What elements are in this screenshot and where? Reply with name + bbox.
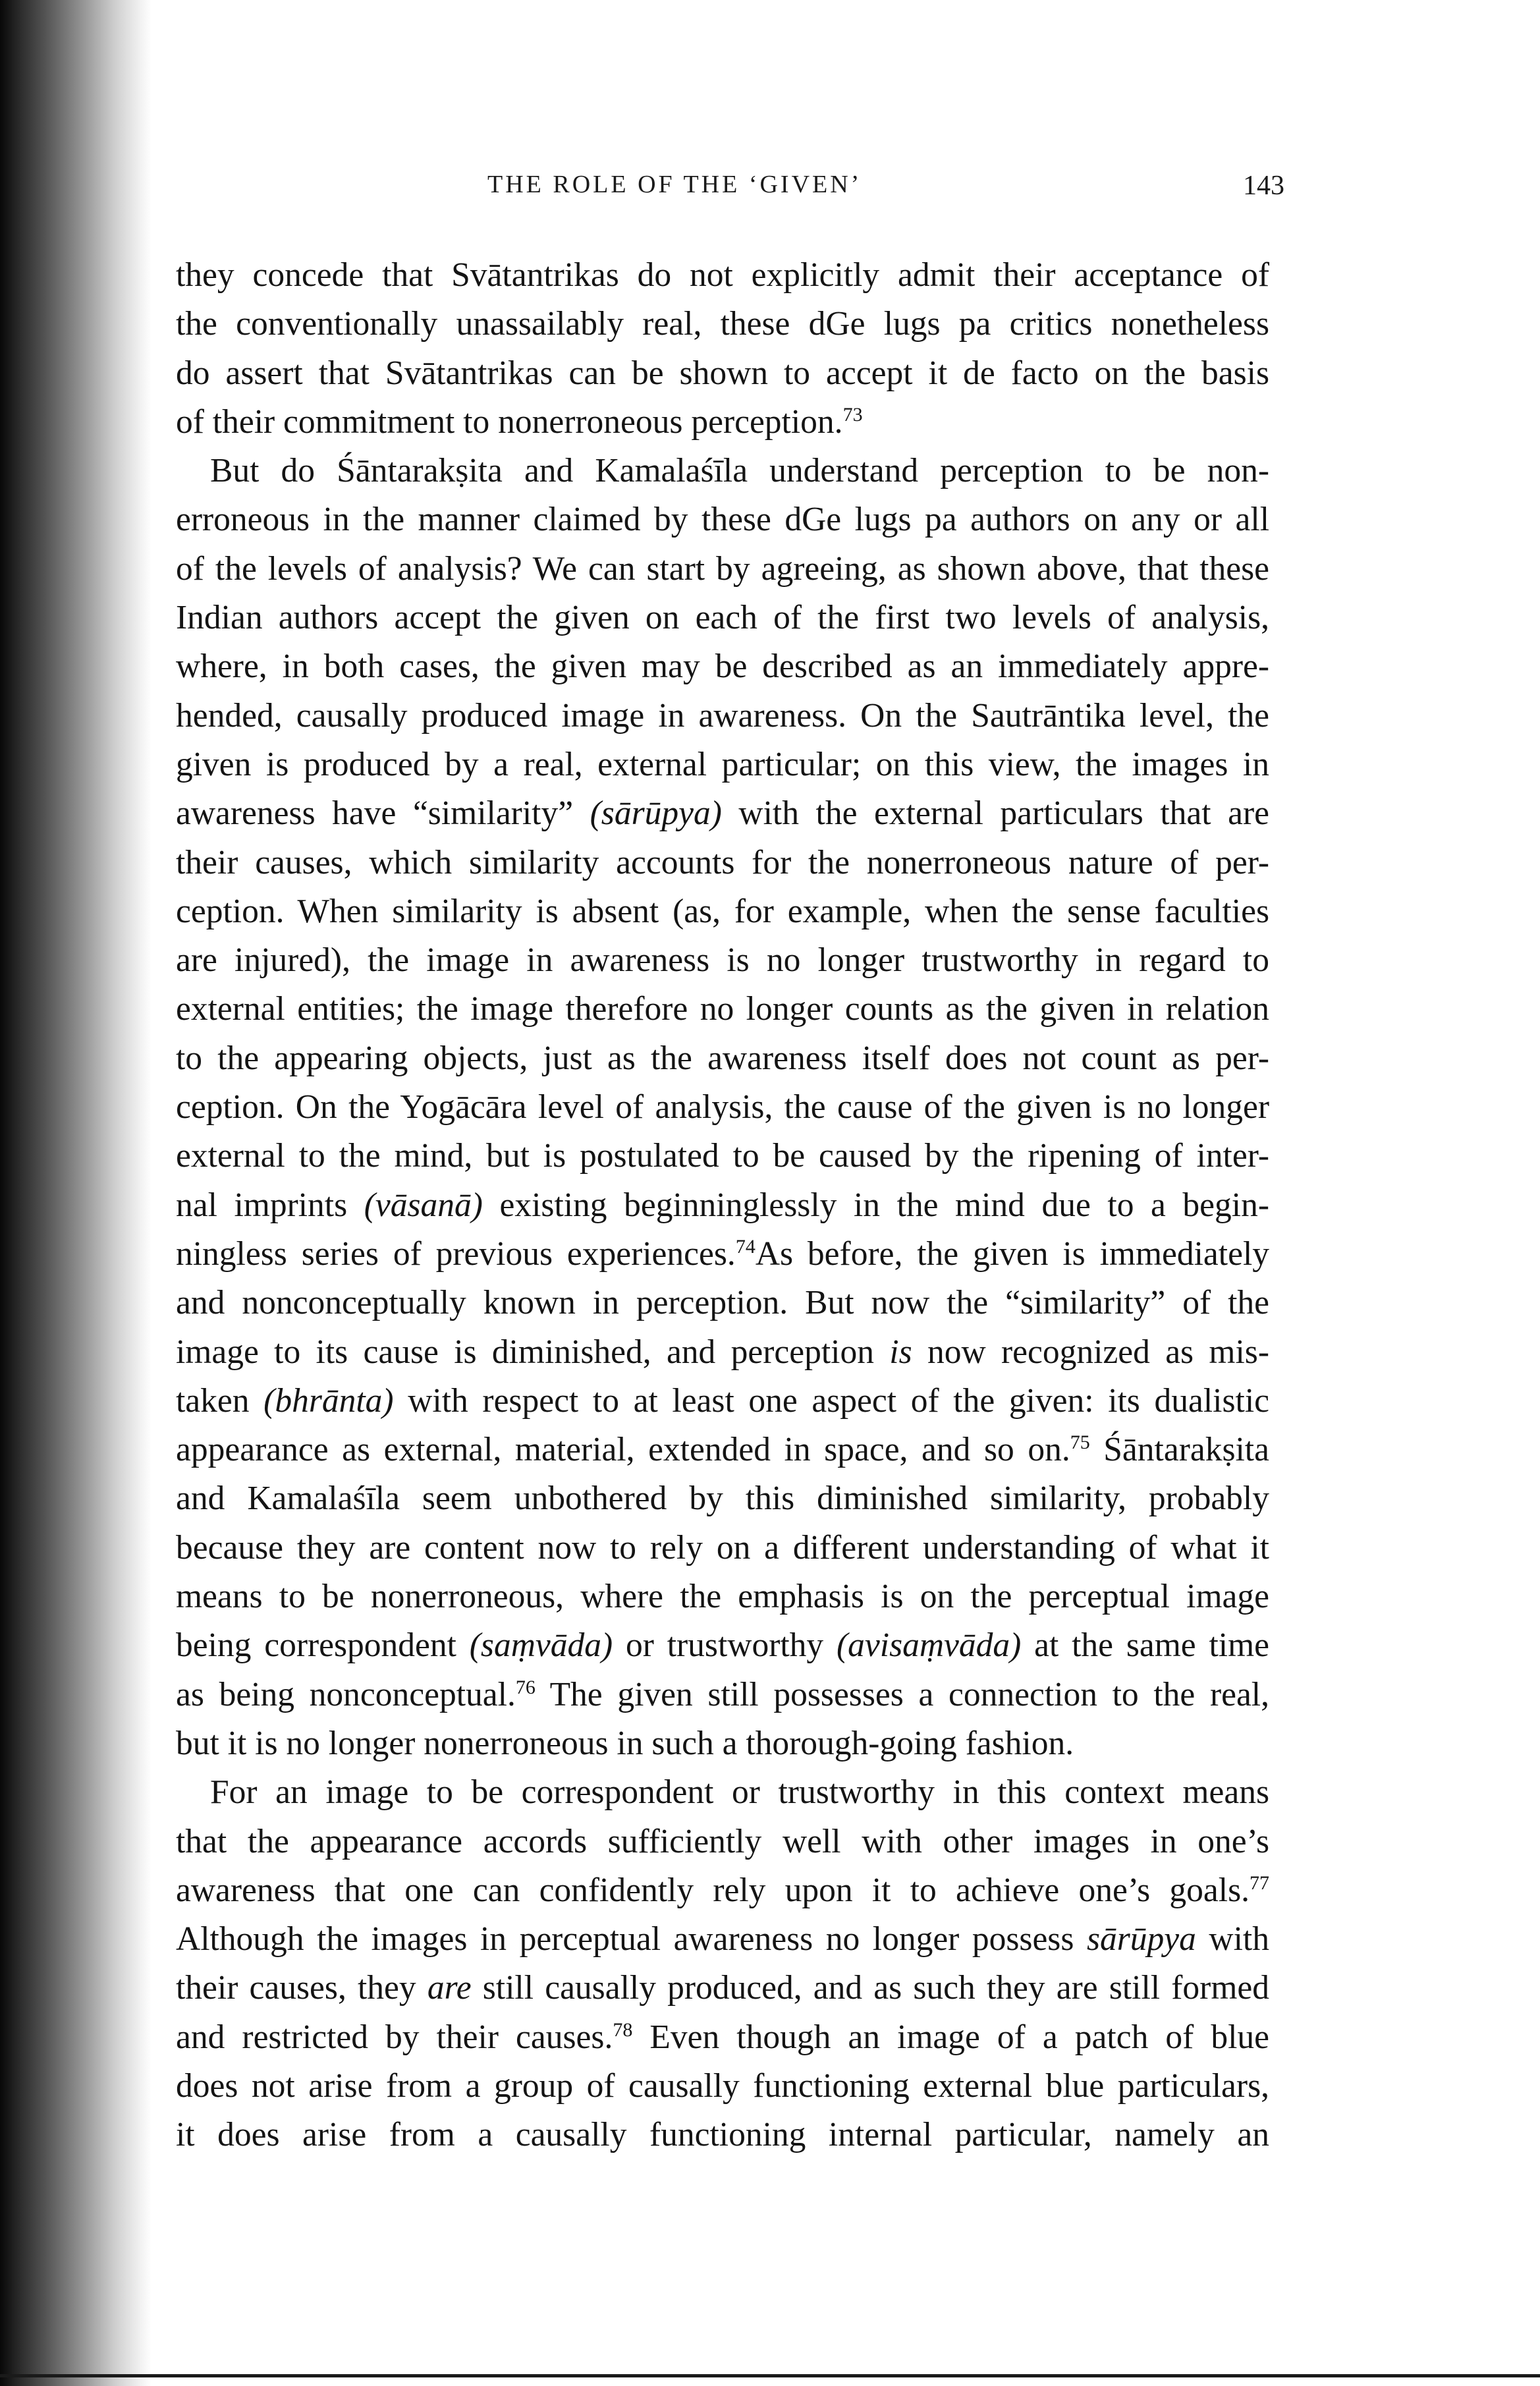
text-line: hended, causally produced image in awareness. On the Sautrāntika level, the <box>176 696 1269 735</box>
text-line: are injured), the image in awareness is no longer trustworthy in regard to <box>176 941 1269 980</box>
text-line: Although the images in perceptual awareness no longer possess sārūpya with <box>176 1920 1269 1958</box>
text-line: ningless series of previous experiences.$^{74}$As before, the given is immediately <box>176 1235 1269 1273</box>
text-line: appearance as external, material, extended in space, and so on.$^{75}$ Śāntarakṣita <box>176 1431 1269 1469</box>
text-line: but it is no longer nonerroneous in such a thorough-going fashion. <box>176 1724 1074 1762</box>
text-line: their causes, which similarity accounts for the nonerroneous nature of per- <box>176 843 1269 881</box>
text-line: that the appearance accords sufficiently well with other images in one’s <box>176 1822 1269 1860</box>
text-line: and nonconceptually known in perception. But now the “similarity” of the <box>176 1284 1269 1322</box>
text-line: For an image to be correspondent or trustworthy in this context means <box>210 1773 1269 1812</box>
footnote-ref: 78 <box>613 2018 633 2041</box>
book-gutter-shadow <box>0 0 151 2386</box>
text-line: as being nonconceptual.$^{76}$ The given still possesses a connection to the real, <box>176 1675 1269 1713</box>
text-line: external to the mind, but is postulated to be caused by the ripening of inter- <box>176 1137 1269 1175</box>
text-line: they concede that Svātantrikas do not explicitly admit their acceptance of <box>176 256 1269 294</box>
body-text <box>176 251 1269 2160</box>
text-line: Indian authors accept the given on each of the first two levels of analysis, <box>176 599 1269 637</box>
page-number: 143 <box>1243 171 1284 201</box>
page-header <box>487 170 1284 209</box>
text-line: of their commitment to nonerroneous perception.$^{73}$ <box>176 402 863 441</box>
text-line: means to be nonerroneous, where the emphasis is on the perceptual image <box>176 1578 1269 1616</box>
text-line: of the levels of analysis? We can start by agreeing, as shown above, that these <box>176 549 1269 588</box>
text-line: But do Śāntarakṣita and Kamalaśīla understand perception to be non- <box>210 452 1269 490</box>
text-line: erroneous in the manner claimed by these dGe lugs pa authors on any or all <box>176 501 1269 539</box>
text-line: the conventionally unassailably real, these dGe lugs pa critics nonetheless <box>176 305 1269 343</box>
text-line: taken (bhrānta) with respect to at least one aspect of the given: its dualistic <box>176 1381 1269 1420</box>
footnote-ref: 73 <box>842 403 863 426</box>
footnote-ref: 74 <box>735 1235 756 1258</box>
text-line: given is produced by a real, external particular; on this view, the images in <box>176 745 1269 783</box>
text-line: nal imprints (vāsanā) existing beginninglessly in the mind due to a begin- <box>176 1186 1269 1224</box>
text-line: because they are content now to rely on a different understanding of what it <box>176 1528 1269 1567</box>
text-line: it does arise from a causally functioning internal particular, namely an <box>176 2116 1269 2154</box>
running-head: THE ROLE OF THE ‘GIVEN’ <box>487 171 862 198</box>
text-line: awareness have “similarity” (sārūpya) with the external particulars that are <box>176 794 1269 833</box>
text-line: their causes, they are still causally produced, and as such they are still formed <box>176 1969 1269 2007</box>
text-line: external entities; the image therefore no longer counts as the given in relation <box>176 990 1269 1028</box>
text-line: does not arise from a group of causally functioning external blue particulars, <box>176 2067 1269 2105</box>
text-line: and Kamalaśīla seem unbothered by this diminished similarity, probably <box>176 1480 1269 1518</box>
page-bottom-edge <box>0 2374 1540 2377</box>
footnote-ref: 77 <box>1250 1872 1269 1894</box>
text-line: being correspondent (saṃvāda) or trustworthy (avisaṃvāda) at the same time <box>176 1626 1270 1665</box>
footnote-ref: 75 <box>1070 1431 1090 1453</box>
text-line: ception. On the Yogācāra level of analysis, the cause of the given is no longer <box>176 1088 1269 1126</box>
text-line: awareness that one can confidently rely upon it to achieve one’s goals.$^{77}$ <box>176 1871 1269 1909</box>
text-line: where, in both cases, the given may be described as an immediately appre- <box>176 648 1269 686</box>
text-line: to the appearing objects, just as the awareness itself does not count as per- <box>176 1039 1269 1077</box>
footnote-ref: 76 <box>515 1676 536 1698</box>
text-line: do assert that Svātantrikas can be shown to accept it de facto on the basis <box>176 354 1269 392</box>
text-line: image to its cause is diminished, and perception is now recognized as mis- <box>176 1333 1269 1371</box>
text-line: and restricted by their causes.$^{78}$ Even though an image of a patch of blue <box>176 2018 1269 2056</box>
text-line: ception. When similarity is absent (as, for example, when the sense faculties <box>176 892 1269 930</box>
